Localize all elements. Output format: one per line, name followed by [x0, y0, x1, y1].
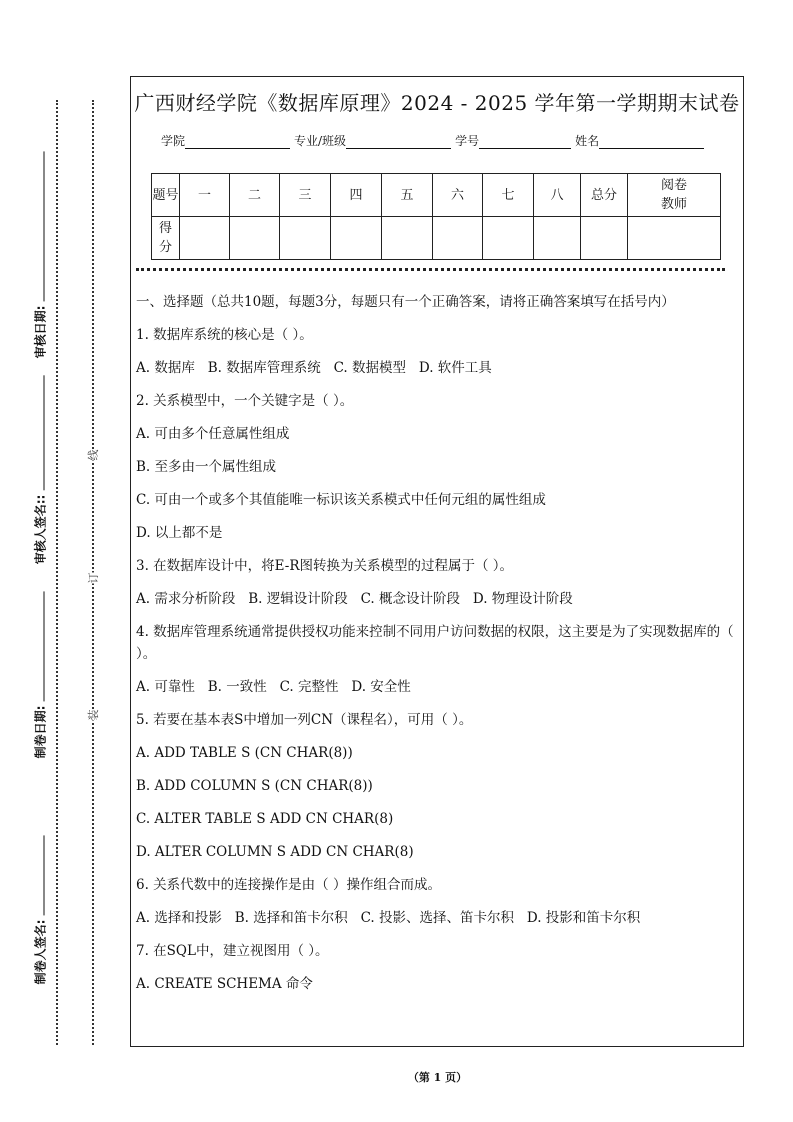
table-header-cell: 二: [230, 174, 280, 217]
student-id-label: 学号: [455, 134, 480, 148]
page-number: （第 1 页）: [407, 1071, 468, 1084]
question-option: C. 可由一个或多个其值能唯一标识该关系模式中任何元组的属性组成: [136, 492, 546, 508]
score-table: [151, 173, 721, 260]
review-date-field: 审核日期:: [32, 152, 49, 359]
table-header-cell: 六: [433, 174, 483, 217]
table-header-cell: 八: [534, 174, 581, 217]
score-cell[interactable]: [180, 217, 230, 260]
question-stem: 5. 若要在基本表S中增加一列CN（课程名），可用（ ）。: [136, 712, 473, 728]
question-stem: 2. 关系模型中，一个关键字是（ ）。: [136, 393, 354, 409]
college-label: 学院: [161, 134, 186, 148]
name-field[interactable]: [599, 134, 704, 149]
question-option: B. 至多由一个属性组成: [136, 459, 277, 475]
question-stem: 3. 在数据库设计中，将E-R图转换为关系模型的过程属于（ ）。: [136, 558, 514, 574]
question-list: [136, 291, 737, 1006]
exam-frame: [130, 76, 744, 1047]
question-option: A. CREATE SCHEMA 命令: [136, 976, 313, 992]
question-option: D. 以上都不是: [136, 525, 223, 541]
reviewer-signature-field: 审核人签名::: [32, 376, 49, 565]
score-cell[interactable]: [628, 217, 721, 260]
binding-mark: 线: [87, 449, 100, 461]
score-cell[interactable]: [382, 217, 433, 260]
student-id-field[interactable]: [479, 134, 571, 149]
major-class-field[interactable]: [346, 134, 451, 149]
cut-line-outer: [56, 100, 58, 1045]
major-class-label: 专业/班级: [294, 134, 347, 148]
prepare-date-field: 制卷日期:: [32, 592, 49, 759]
score-cell[interactable]: [581, 217, 628, 260]
score-cell[interactable]: [534, 217, 581, 260]
table-header-cell: 四: [331, 174, 382, 217]
score-cell[interactable]: [331, 217, 382, 260]
student-info: [161, 132, 708, 149]
binding-mark: 订: [87, 572, 100, 584]
table-header-cell: 阅卷教师: [628, 174, 721, 217]
score-cell[interactable]: [483, 217, 534, 260]
table-row: [152, 217, 721, 260]
table-header-cell: 总分: [581, 174, 628, 217]
section-heading: 一、选择题（总共10题，每题3分，每题只有一个正确答案，请将正确答案填写在括号内）: [136, 294, 675, 310]
table-header-cell: 一: [180, 174, 230, 217]
question-option: C. ALTER TABLE S ADD CN CHAR(8): [136, 811, 394, 827]
question-options: A. 数据库 B. 数据库管理系统 C. 数据模型 D. 软件工具: [136, 360, 492, 376]
question-option: B. ADD COLUMN S (CN CHAR(8)): [136, 778, 373, 794]
exam-title: 广西财经学院《数据库原理》2024 - 2025 学年第一学期期末试卷: [134, 91, 740, 115]
row-header: 得分: [152, 217, 180, 260]
question-option: D. ALTER COLUMN S ADD CN CHAR(8): [136, 844, 414, 860]
question-option: A. ADD TABLE S (CN CHAR(8)): [136, 745, 353, 761]
college-field[interactable]: [185, 134, 290, 149]
question-stem: 7. 在SQL中，建立视图用（ ）。: [136, 943, 329, 959]
table-header-cell: 五: [382, 174, 433, 217]
score-cell[interactable]: [280, 217, 331, 260]
score-cell[interactable]: [433, 217, 483, 260]
dotted-separator: [136, 268, 725, 271]
question-option: A. 可由多个任意属性组成: [136, 426, 290, 442]
question-stem: 1. 数据库系统的核心是（ ）。: [136, 327, 313, 343]
question-stem: 4. 数据库管理系统通常提供授权功能来控制不同用户访问数据的权限，这主要是为了实现数据库的（ ）。: [136, 624, 734, 662]
table-header-cell: 三: [280, 174, 331, 217]
table-row: [152, 174, 721, 217]
score-cell[interactable]: [230, 217, 280, 260]
question-options: A. 选择和投影 B. 选择和笛卡尔积 C. 投影、选择、笛卡尔积 D. 投影和笛卡尔积: [136, 910, 641, 926]
question-options: A. 可靠性 B. 一致性 C. 完整性 D. 安全性: [136, 679, 411, 695]
question-stem: 6. 关系代数中的连接操作是由（ ）操作组合而成。: [136, 877, 441, 893]
preparer-signature-field: 制卷人签名:: [32, 836, 49, 985]
question-options: A. 需求分析阶段 B. 逻辑设计阶段 C. 概念设计阶段 D. 物理设计阶段: [136, 591, 573, 607]
row-header: 题号: [152, 174, 180, 217]
name-label: 姓名: [575, 134, 600, 148]
table-header-cell: 七: [483, 174, 534, 217]
binding-mark: 装: [87, 709, 100, 721]
